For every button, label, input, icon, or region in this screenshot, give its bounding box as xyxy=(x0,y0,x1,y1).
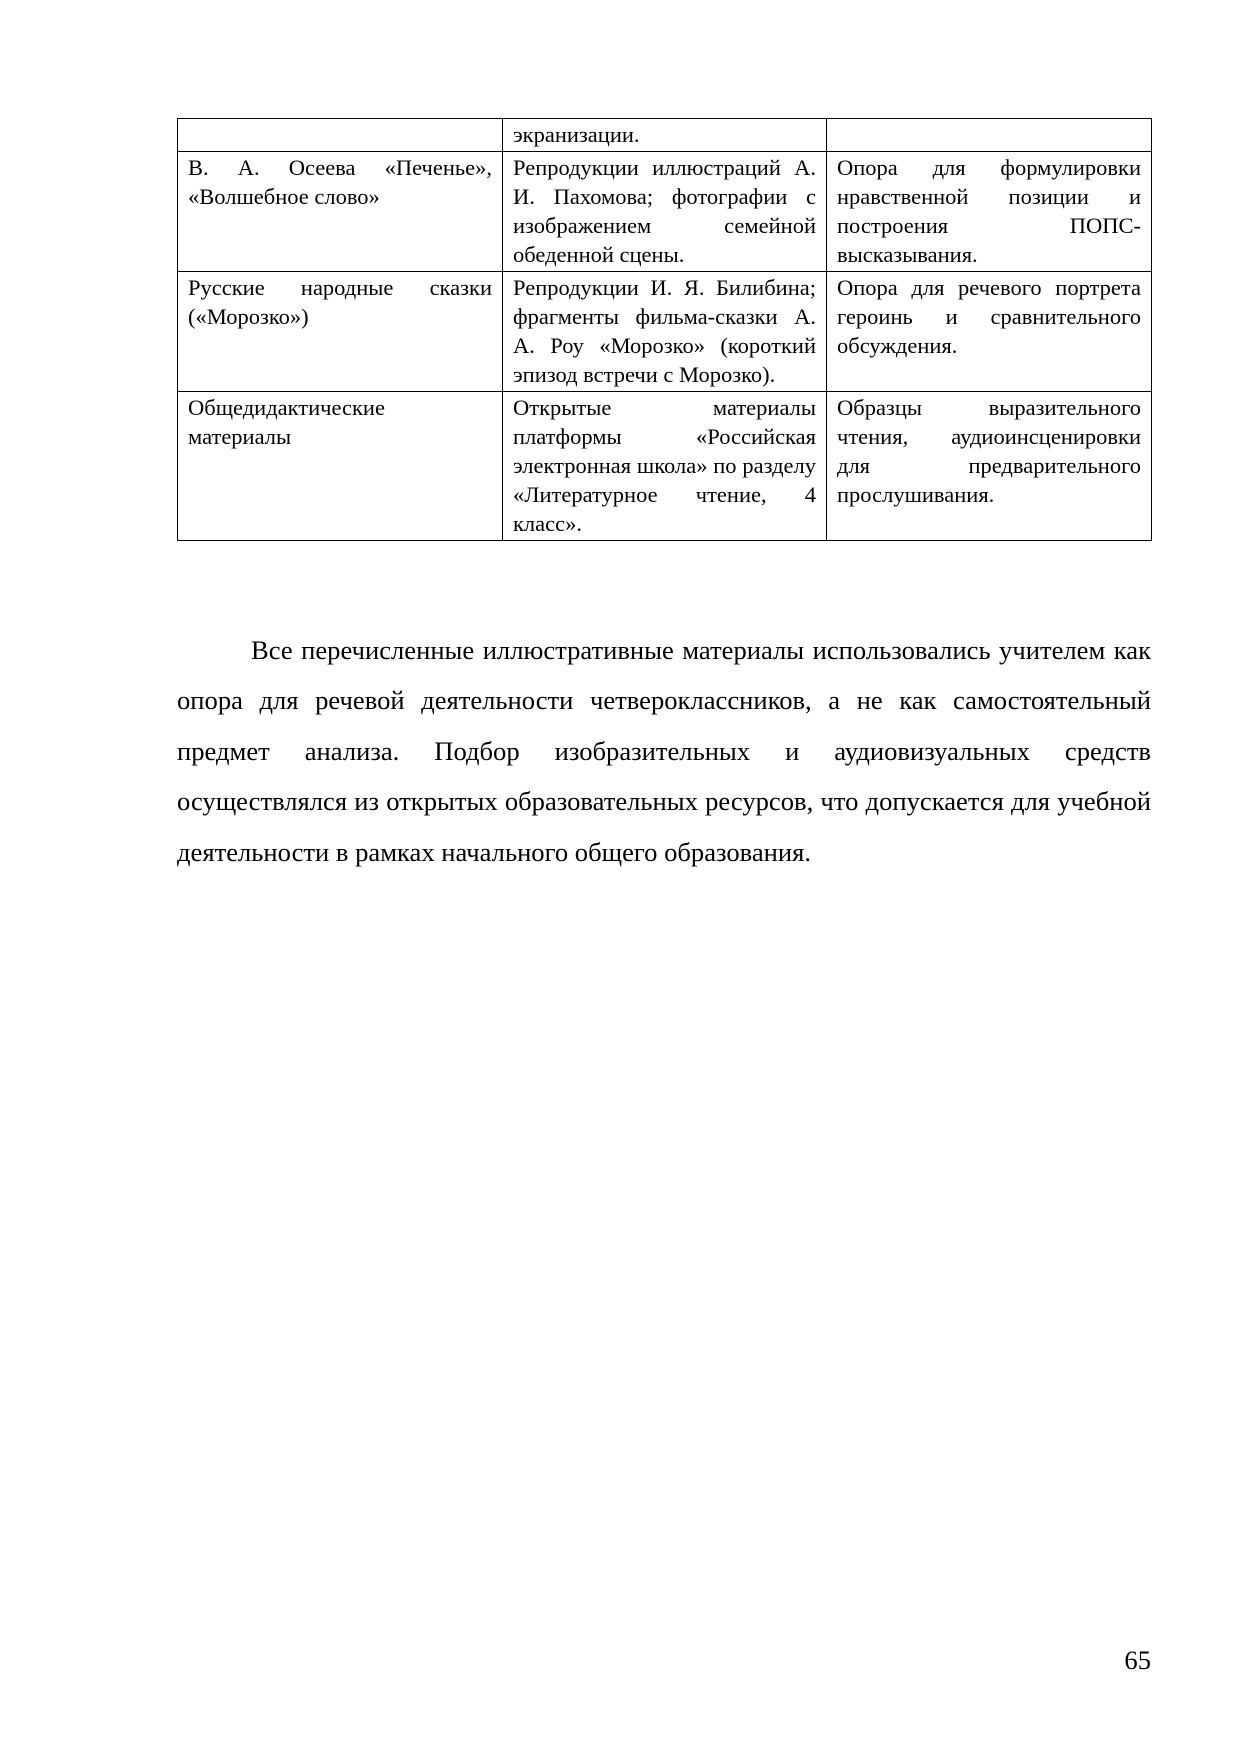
table-cell-work: В. А. Осеева «Печенье», «Волшебное слово» xyxy=(178,152,503,272)
page-number: 65 xyxy=(1124,1645,1151,1675)
table-cell-work xyxy=(178,119,503,152)
table-cell-visual-materials: Репродукции И. Я. Билибина; фрагменты фильма-сказки А. А. Роу «Морозко» (короткий эпизод встречи с Морозко). xyxy=(503,272,827,392)
table-cell-purpose: Образцы выразительного чтения, аудиоинсценировки для предварительного прослушивания. xyxy=(827,392,1152,541)
table-cell-visual-materials: экранизации. xyxy=(503,119,827,152)
table-row xyxy=(178,119,1152,152)
table-cell-purpose xyxy=(827,119,1152,152)
table-cell-purpose: Опора для формулировки нравственной позиции и построения ПОПС-высказывания. xyxy=(827,152,1152,272)
materials-table xyxy=(177,118,1152,541)
table-row xyxy=(178,272,1152,392)
table-cell-work: Общедидактические материалы xyxy=(178,392,503,541)
body-paragraph: Все перечисленные иллюстративные материалы использовались учителем как опора для речевой деятельности четвероклассников, а не как самостоятельный предмет анализа. Подбор изобразительных и аудиовизуальных средств осуществлялся из открытых образовательных ресурсов, что допускается для учебной деятельности в рамках начального общего образования. xyxy=(177,635,1151,867)
table-cell-purpose: Опора для речевого портрета героинь и сравнительного обсуждения. xyxy=(827,272,1152,392)
table-cell-visual-materials: Открытые материалы платформы «Российская электронная школа» по разделу «Литературное чтение, 4 класс». xyxy=(503,392,827,541)
table-cell-work: Русские народные сказки («Морозко») xyxy=(178,272,503,392)
table-row xyxy=(178,392,1152,541)
table-cell-visual-materials: Репродукции иллюстраций А. И. Пахомова; фотографии с изображением семейной обеденной сцены. xyxy=(503,152,827,272)
table-row xyxy=(178,152,1152,272)
